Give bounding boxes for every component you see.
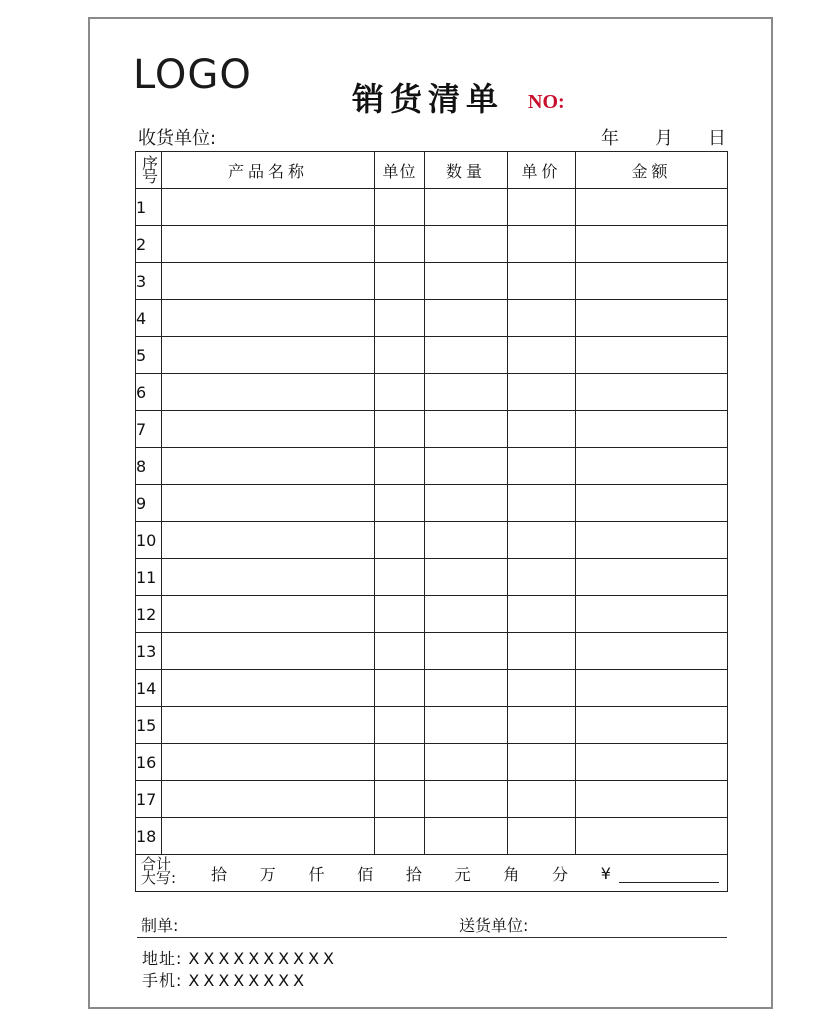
table-body xyxy=(136,189,728,855)
quantity-cell[interactable] xyxy=(425,263,508,300)
footer-divider xyxy=(137,937,727,938)
unit-cell[interactable] xyxy=(375,337,425,374)
table-row xyxy=(136,300,728,337)
amount-cell[interactable] xyxy=(576,263,728,300)
total-units xyxy=(136,855,727,891)
sender-label: 送货单位: xyxy=(459,916,529,935)
table-row xyxy=(136,263,728,300)
unit-cell[interactable] xyxy=(375,448,425,485)
quantity-cell[interactable] xyxy=(425,633,508,670)
column-header-price: 单价 xyxy=(508,152,576,189)
price-cell[interactable] xyxy=(508,337,576,374)
page-title: 销货清单 xyxy=(352,80,505,118)
price-cell[interactable] xyxy=(508,559,576,596)
quantity-cell[interactable] xyxy=(425,670,508,707)
quantity-cell[interactable] xyxy=(425,485,508,522)
amount-cell[interactable] xyxy=(576,337,728,374)
amount-cell[interactable] xyxy=(576,448,728,485)
row-number: 14 xyxy=(136,670,162,707)
row-number: 17 xyxy=(136,781,162,818)
amount-cell[interactable] xyxy=(576,522,728,559)
unit-cell[interactable] xyxy=(375,670,425,707)
table-row xyxy=(136,448,728,485)
row-number: 4 xyxy=(136,300,162,337)
amount-cell[interactable] xyxy=(576,744,728,781)
phone-line xyxy=(142,968,308,991)
table-row xyxy=(136,818,728,855)
product-cell[interactable] xyxy=(162,633,375,670)
total-unit-label: 万 xyxy=(259,864,276,884)
unit-cell[interactable] xyxy=(375,226,425,263)
product-cell[interactable] xyxy=(162,189,375,226)
total-label xyxy=(136,857,176,885)
unit-cell[interactable] xyxy=(375,522,425,559)
address-line xyxy=(142,946,338,969)
unit-cell[interactable] xyxy=(375,596,425,633)
logo: LOGO xyxy=(133,52,252,98)
total-unit-label: 佰 xyxy=(357,864,374,884)
date-year-label: 年 xyxy=(601,128,619,149)
amount-cell[interactable] xyxy=(576,411,728,448)
price-cell[interactable] xyxy=(508,818,576,855)
amount-cell[interactable] xyxy=(576,818,728,855)
row-number: 18 xyxy=(136,818,162,855)
table-row xyxy=(136,485,728,522)
quantity-cell[interactable] xyxy=(425,559,508,596)
column-header-seq-text: 序号 xyxy=(142,154,163,186)
unit-cell[interactable] xyxy=(375,300,425,337)
amount-cell[interactable] xyxy=(576,633,728,670)
row-number: 13 xyxy=(136,633,162,670)
unit-cell[interactable] xyxy=(375,818,425,855)
unit-cell[interactable] xyxy=(375,485,425,522)
product-cell[interactable] xyxy=(162,707,375,744)
product-cell[interactable] xyxy=(162,263,375,300)
amount-cell[interactable] xyxy=(576,781,728,818)
amount-cell[interactable] xyxy=(576,226,728,263)
price-cell[interactable] xyxy=(508,411,576,448)
product-cell[interactable] xyxy=(162,485,375,522)
row-number: 3 xyxy=(136,263,162,300)
row-number: 7 xyxy=(136,411,162,448)
quantity-cell[interactable] xyxy=(425,300,508,337)
unit-cell[interactable] xyxy=(375,781,425,818)
unit-cell[interactable] xyxy=(375,263,425,300)
phone-label: 手机: xyxy=(142,971,183,990)
amount-cell[interactable] xyxy=(576,374,728,411)
total-unit-label: 分 xyxy=(552,864,569,884)
price-cell[interactable] xyxy=(508,485,576,522)
price-cell[interactable] xyxy=(508,707,576,744)
row-number: 11 xyxy=(136,559,162,596)
product-cell[interactable] xyxy=(162,226,375,263)
quantity-cell[interactable] xyxy=(425,226,508,263)
quantity-cell[interactable] xyxy=(425,337,508,374)
column-header-seq xyxy=(136,152,162,189)
product-cell[interactable] xyxy=(162,670,375,707)
row-number: 2 xyxy=(136,226,162,263)
unit-cell[interactable] xyxy=(375,633,425,670)
amount-cell[interactable] xyxy=(576,596,728,633)
unit-cell[interactable] xyxy=(375,707,425,744)
row-number: 5 xyxy=(136,337,162,374)
invoice-number-label: NO: xyxy=(528,91,565,113)
table-row xyxy=(136,633,728,670)
address-label: 地址: xyxy=(142,949,183,968)
table-row xyxy=(136,189,728,226)
amount-cell[interactable] xyxy=(576,189,728,226)
table-row xyxy=(136,707,728,744)
unit-cell[interactable] xyxy=(375,559,425,596)
table-row xyxy=(136,596,728,633)
date-month-label: 月 xyxy=(655,128,673,149)
quantity-cell[interactable] xyxy=(425,522,508,559)
row-number: 9 xyxy=(136,485,162,522)
total-cell xyxy=(136,855,728,892)
product-cell[interactable] xyxy=(162,522,375,559)
product-cell[interactable] xyxy=(162,818,375,855)
address-value: XXXXXXXXXX xyxy=(188,949,339,968)
quantity-cell[interactable] xyxy=(425,374,508,411)
row-number: 8 xyxy=(136,448,162,485)
price-cell[interactable] xyxy=(508,374,576,411)
quantity-cell[interactable] xyxy=(425,189,508,226)
product-cell[interactable] xyxy=(162,596,375,633)
price-cell[interactable] xyxy=(508,226,576,263)
table-header-row xyxy=(136,152,728,189)
table-row xyxy=(136,337,728,374)
product-cell[interactable] xyxy=(162,374,375,411)
product-cell[interactable] xyxy=(162,337,375,374)
maker-label: 制单: xyxy=(141,916,179,935)
row-number: 6 xyxy=(136,374,162,411)
price-cell[interactable] xyxy=(508,263,576,300)
date-day-label: 日 xyxy=(708,128,726,149)
price-cell[interactable] xyxy=(508,300,576,337)
amount-cell[interactable] xyxy=(576,485,728,522)
sales-table xyxy=(135,151,728,892)
column-header-unit: 单位 xyxy=(375,152,425,189)
quantity-cell[interactable] xyxy=(425,781,508,818)
phone-value: XXXXXXXX xyxy=(188,971,309,990)
price-cell[interactable] xyxy=(508,781,576,818)
quantity-cell[interactable] xyxy=(425,707,508,744)
price-cell[interactable] xyxy=(508,448,576,485)
quantity-cell[interactable] xyxy=(425,411,508,448)
unit-cell[interactable] xyxy=(375,189,425,226)
price-cell[interactable] xyxy=(508,189,576,226)
product-cell[interactable] xyxy=(162,411,375,448)
total-label-line1: 合计 xyxy=(141,855,172,873)
row-number: 16 xyxy=(136,744,162,781)
table-row xyxy=(136,559,728,596)
table-row xyxy=(136,226,728,263)
column-header-product: 产品名称 xyxy=(162,152,375,189)
price-cell[interactable] xyxy=(508,633,576,670)
column-header-quantity: 数量 xyxy=(425,152,508,189)
price-cell[interactable] xyxy=(508,596,576,633)
unit-cell[interactable] xyxy=(375,411,425,448)
receiver-label: 收货单位: xyxy=(138,128,217,149)
product-cell[interactable] xyxy=(162,744,375,781)
total-unit-label: 拾 xyxy=(211,864,228,884)
total-row xyxy=(136,855,728,892)
product-cell[interactable] xyxy=(162,781,375,818)
amount-cell[interactable] xyxy=(576,670,728,707)
table-row xyxy=(136,522,728,559)
product-cell[interactable] xyxy=(162,448,375,485)
total-unit-label: 角 xyxy=(503,864,520,884)
table-row xyxy=(136,670,728,707)
table-row xyxy=(136,411,728,448)
amount-cell[interactable] xyxy=(576,707,728,744)
price-cell[interactable] xyxy=(508,522,576,559)
total-unit-label: 元 xyxy=(454,864,471,884)
amount-cell[interactable] xyxy=(576,300,728,337)
row-number: 1 xyxy=(136,189,162,226)
unit-cell[interactable] xyxy=(375,374,425,411)
quantity-cell[interactable] xyxy=(425,818,508,855)
total-unit-label: 拾 xyxy=(405,864,422,884)
price-cell[interactable] xyxy=(508,744,576,781)
price-cell[interactable] xyxy=(508,670,576,707)
total-unit-label: 仟 xyxy=(308,864,325,884)
row-number: 15 xyxy=(136,707,162,744)
product-cell[interactable] xyxy=(162,559,375,596)
quantity-cell[interactable] xyxy=(425,744,508,781)
currency-field xyxy=(601,864,719,883)
table-row xyxy=(136,744,728,781)
row-number: 10 xyxy=(136,522,162,559)
quantity-cell[interactable] xyxy=(425,596,508,633)
currency-symbol: ¥ xyxy=(600,863,611,883)
column-header-amount: 金额 xyxy=(576,152,728,189)
table-row xyxy=(136,374,728,411)
total-label-line2: 大写: xyxy=(141,869,177,887)
product-cell[interactable] xyxy=(162,300,375,337)
currency-blank-line[interactable] xyxy=(619,868,719,883)
amount-cell[interactable] xyxy=(576,559,728,596)
quantity-cell[interactable] xyxy=(425,448,508,485)
row-number: 12 xyxy=(136,596,162,633)
unit-cell[interactable] xyxy=(375,744,425,781)
table-row xyxy=(136,781,728,818)
